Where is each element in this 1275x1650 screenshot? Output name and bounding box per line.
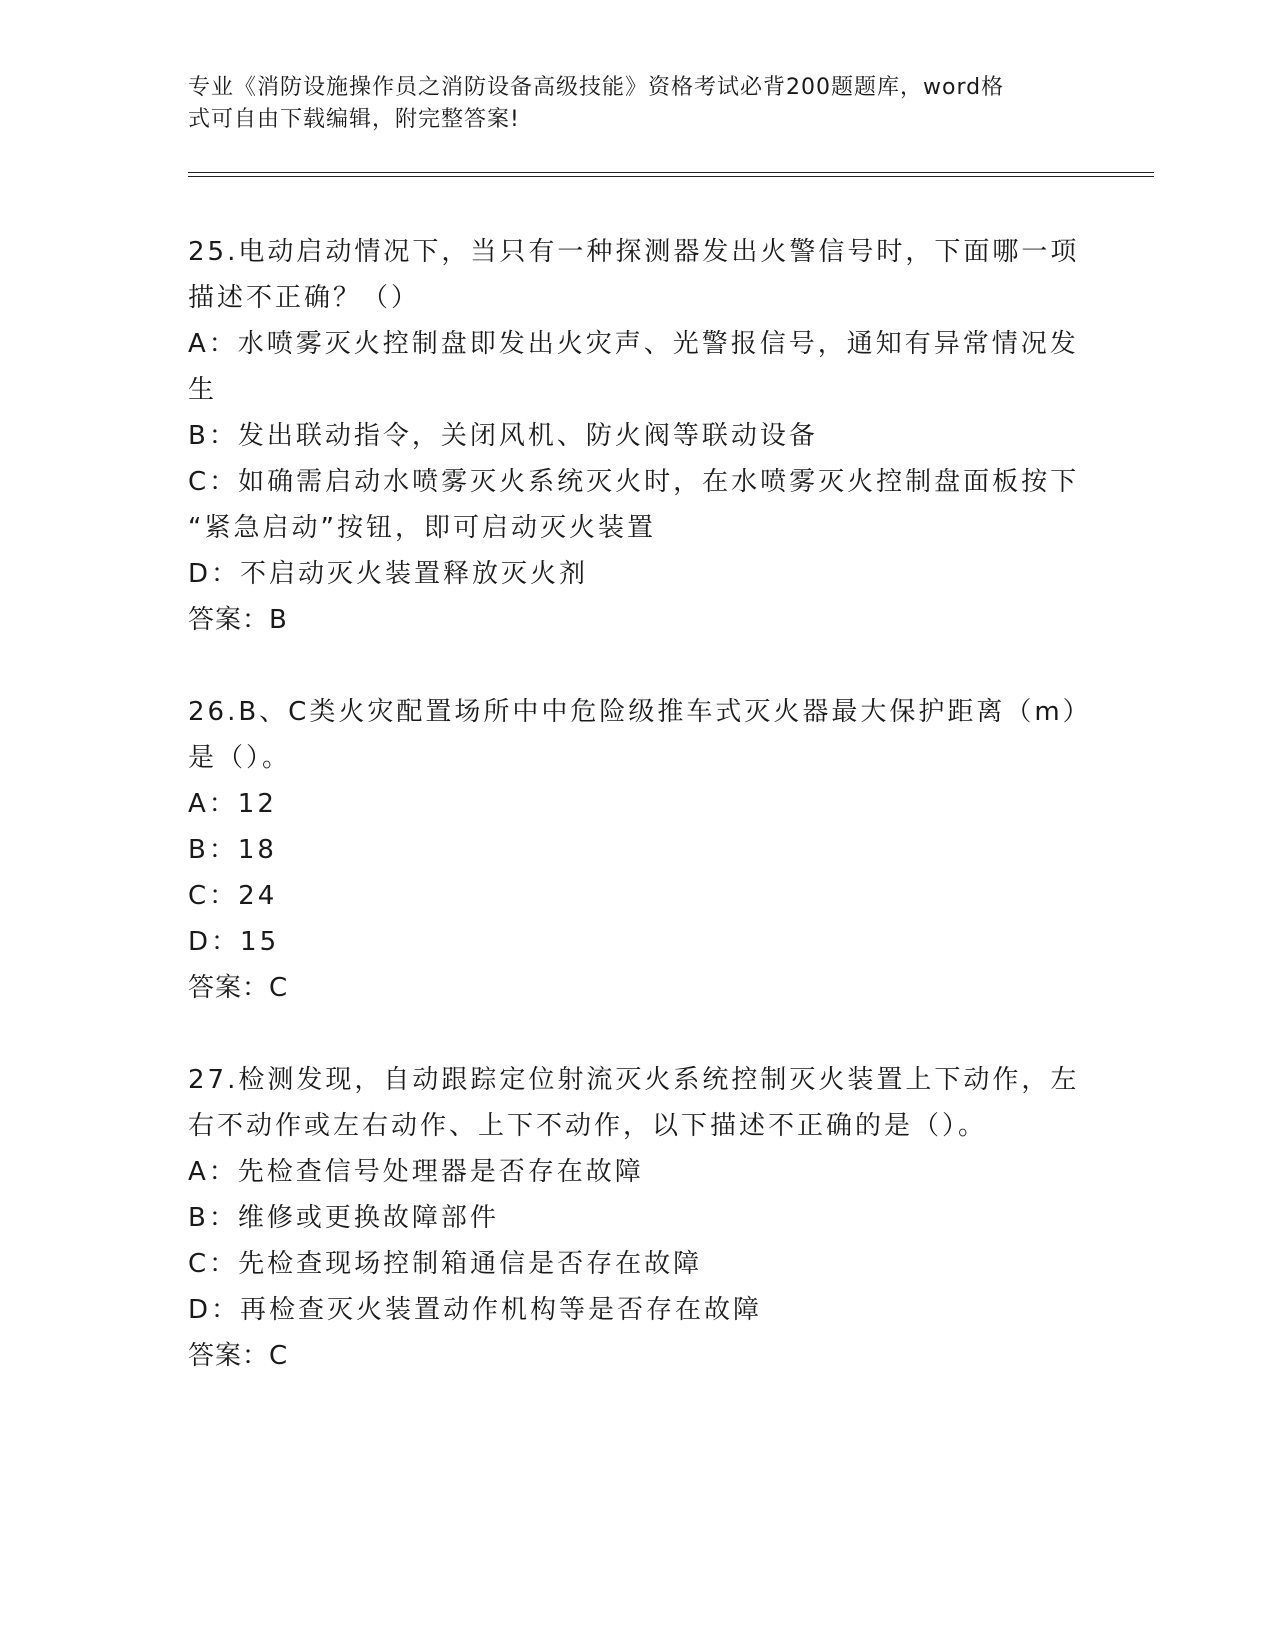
option-c: C：如确需启动水喷雾灭火系统灭火时，在水喷雾灭火控制盘面板按下 (188, 467, 1080, 497)
question-stem: 27.检测发现，自动跟踪定位射流灭火系统控制灭火装置上下动作，左 (188, 1065, 1080, 1095)
option-b: B：维修或更换故障部件 (188, 1203, 499, 1233)
option-a: A：先检查信号处理器是否存在故障 (188, 1157, 644, 1187)
option-c: C：24 (188, 881, 278, 911)
document-header (188, 72, 1088, 136)
option-a: A：12 (188, 789, 277, 819)
answer-label: 答案：C (188, 973, 289, 1003)
question-stem: 描述不正确？（） (188, 283, 421, 313)
document-page (188, 72, 1092, 1379)
question-25 (188, 229, 1088, 643)
question-stem: 26.B、C类火灾配置场所中中危险级推车式灭火器最大保护距离（m） (188, 697, 1092, 727)
option-b: B：发出联动指令，关闭风机、防火阀等联动设备 (188, 421, 818, 451)
question-27 (188, 1057, 1088, 1379)
question-stem: 右不动作或左右动作、上下不动作，以下描述不正确的是（）。 (188, 1111, 988, 1141)
header-line-2: 式可自由下载编辑，附完整答案! (188, 107, 520, 132)
option-c: “紧急启动”按钮，即可启动灭火装置 (188, 513, 656, 543)
option-d: D：15 (188, 927, 280, 957)
option-b: B：18 (188, 835, 277, 865)
option-d: D：再检查灭火装置动作机构等是否存在故障 (188, 1295, 763, 1325)
header-divider (188, 172, 1154, 177)
answer-label: 答案：B (188, 605, 288, 635)
option-d: D：不启动灭火装置释放灭火剂 (188, 559, 589, 589)
option-a: A：水喷雾灭火控制盘即发出火灾声、光警报信号，通知有异常情况发 (188, 329, 1079, 359)
question-stem: 是（）。 (188, 743, 292, 773)
question-26 (188, 689, 1092, 1011)
option-c: C：先检查现场控制箱通信是否存在故障 (188, 1249, 703, 1279)
question-stem: 25.电动启动情况下，当只有一种探测器发出火警信号时，下面哪一项 (188, 237, 1080, 267)
answer-label: 答案：C (188, 1341, 289, 1371)
header-line-1: 专业《消防设施操作员之消防设备高级技能》资格考试必背200题题库，word格 (188, 75, 1005, 100)
option-a: 生 (188, 375, 218, 405)
